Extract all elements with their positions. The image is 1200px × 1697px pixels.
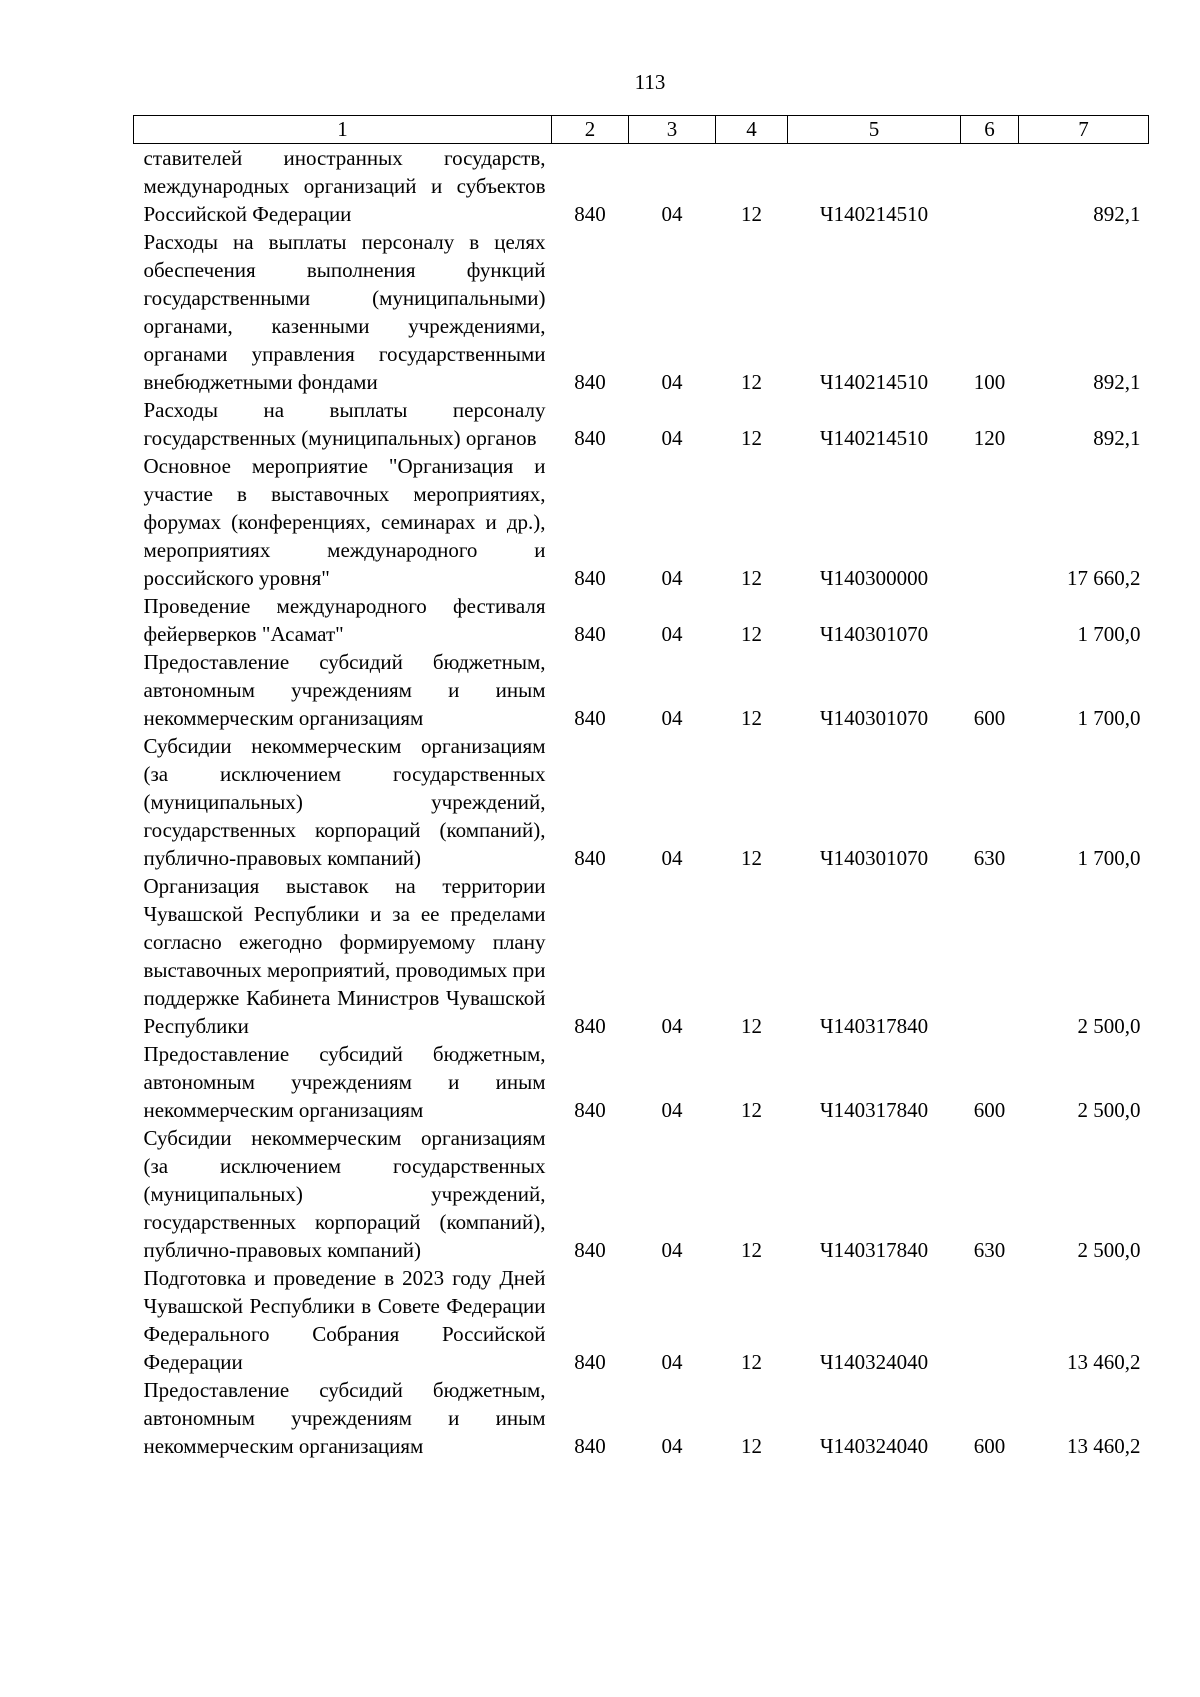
table-header <box>134 116 1149 144</box>
row-subsection-code: 12 <box>741 370 762 394</box>
row-amount: 892,1 <box>1093 202 1141 226</box>
row-target-code: Ч140301070 <box>819 622 929 646</box>
row-section-code: 04 <box>661 1238 683 1262</box>
budget-table <box>133 115 1149 1460</box>
row-section-code: 04 <box>661 1014 683 1038</box>
row-subsection-code: 12 <box>741 426 762 450</box>
row-ministry-code: 840 <box>574 566 606 590</box>
row-expense-type <box>961 452 1019 592</box>
row-subsection-code: 12 <box>741 1350 762 1374</box>
table-row <box>134 592 1149 648</box>
table-row <box>134 1040 1149 1124</box>
row-expense-type: 120 <box>973 426 1006 450</box>
table-body <box>134 144 1149 1461</box>
row-description: Предоставление субсидий бюджетным, автономным учреждениям и иным некоммерческим организациям <box>143 1042 546 1122</box>
row-amount: 1 700,0 <box>1077 846 1141 870</box>
row-section-code: 04 <box>661 566 683 590</box>
table-row <box>134 144 1149 229</box>
row-subsection-code: 12 <box>741 706 762 730</box>
row-subsection-code: 12 <box>741 566 762 590</box>
row-amount: 2 500,0 <box>1077 1014 1141 1038</box>
row-amount: 1 700,0 <box>1077 706 1141 730</box>
row-expense-type <box>961 872 1019 1040</box>
row-ministry-code: 840 <box>574 1350 606 1374</box>
row-ministry-code: 840 <box>574 1014 606 1038</box>
header-col-2: 2 <box>552 116 629 144</box>
row-expense-type: 600 <box>973 1098 1006 1122</box>
row-subsection-code: 12 <box>741 1434 762 1458</box>
row-section-code: 04 <box>661 370 683 394</box>
row-subsection-code: 12 <box>741 846 762 870</box>
row-target-code: Ч140317840 <box>819 1098 929 1122</box>
row-ministry-code: 840 <box>574 706 606 730</box>
row-expense-type <box>961 144 1019 229</box>
header-col-4: 4 <box>716 116 788 144</box>
row-section-code: 04 <box>661 706 683 730</box>
row-expense-type: 630 <box>973 1238 1006 1262</box>
row-target-code: Ч140214510 <box>819 202 929 226</box>
row-subsection-code: 12 <box>741 1098 762 1122</box>
row-ministry-code: 840 <box>574 1098 606 1122</box>
table-row <box>134 396 1149 452</box>
row-section-code: 04 <box>661 202 683 226</box>
header-col-3: 3 <box>629 116 716 144</box>
row-subsection-code: 12 <box>741 1238 762 1262</box>
row-amount: 2 500,0 <box>1077 1238 1141 1262</box>
header-col-1: 1 <box>134 116 552 144</box>
row-subsection-code: 12 <box>741 202 762 226</box>
row-expense-type: 630 <box>973 846 1006 870</box>
row-ministry-code: 840 <box>574 846 606 870</box>
header-row <box>134 116 1149 144</box>
header-col-7: 7 <box>1019 116 1149 144</box>
row-description: Подготовка и проведение в 2023 году Дней Чувашской Республики в Совете Федерации Федерального Собрания Российской Федерации <box>143 1266 546 1374</box>
table-row <box>134 872 1149 1040</box>
table-row <box>134 228 1149 396</box>
row-amount: 2 500,0 <box>1077 1098 1141 1122</box>
row-amount: 13 460,2 <box>1067 1434 1141 1458</box>
table-row <box>134 732 1149 872</box>
row-ministry-code: 840 <box>574 370 606 394</box>
row-expense-type <box>961 1264 1019 1376</box>
row-section-code: 04 <box>661 426 683 450</box>
table-row <box>134 1376 1149 1460</box>
row-section-code: 04 <box>661 622 683 646</box>
row-section-code: 04 <box>661 1434 683 1458</box>
row-amount: 17 660,2 <box>1067 566 1141 590</box>
row-amount: 892,1 <box>1093 426 1141 450</box>
row-description: Расходы на выплаты персоналу государственных (муниципальных) органов <box>143 398 546 450</box>
row-description: Предоставление субсидий бюджетным, автономным учреждениям и иным некоммерческим организациям <box>143 1378 546 1458</box>
row-description: ставителей иностранных государств, международных организаций и субъектов Российской Федерации <box>143 146 546 226</box>
row-section-code: 04 <box>661 1350 683 1374</box>
row-expense-type: 600 <box>973 706 1006 730</box>
row-description: Субсидии некоммерческим организациям (за исключением государственных (муниципальных) учреждений, государственных корпораций (компаний), публично-правовых компаний) <box>143 1126 546 1262</box>
header-col-6: 6 <box>961 116 1019 144</box>
table-row <box>134 1124 1149 1264</box>
row-target-code: Ч140324040 <box>819 1350 929 1374</box>
row-expense-type: 600 <box>973 1434 1006 1458</box>
row-section-code: 04 <box>661 1098 683 1122</box>
table-row <box>134 648 1149 732</box>
row-description: Основное мероприятие "Организация и участие в выставочных мероприятиях, форумах (конференциях, семинарах и др.), мероприятиях международного и российского уровня" <box>143 454 546 590</box>
row-ministry-code: 840 <box>574 622 606 646</box>
row-target-code: Ч140300000 <box>819 566 929 590</box>
table-row <box>134 1264 1149 1376</box>
row-description: Субсидии некоммерческим организациям (за исключением государственных (муниципальных) учреждений, государственных корпораций (компаний), публично-правовых компаний) <box>143 734 546 870</box>
row-expense-type <box>961 592 1019 648</box>
row-target-code: Ч140301070 <box>819 846 929 870</box>
row-subsection-code: 12 <box>741 622 762 646</box>
row-amount: 1 700,0 <box>1077 622 1141 646</box>
row-ministry-code: 840 <box>574 1434 606 1458</box>
row-target-code: Ч140317840 <box>819 1014 929 1038</box>
row-description: Предоставление субсидий бюджетным, автономным учреждениям и иным некоммерческим организациям <box>143 650 546 730</box>
row-target-code: Ч140214510 <box>819 370 929 394</box>
row-amount: 13 460,2 <box>1067 1350 1141 1374</box>
row-ministry-code: 840 <box>574 426 606 450</box>
row-target-code: Ч140301070 <box>819 706 929 730</box>
row-target-code: Ч140324040 <box>819 1434 929 1458</box>
row-target-code: Ч140317840 <box>819 1238 929 1262</box>
header-col-5: 5 <box>788 116 961 144</box>
row-section-code: 04 <box>661 846 683 870</box>
row-description: Расходы на выплаты персоналу в целях обеспечения выполнения функций государственными (муниципальными) органами, казенными учреждениями, органами управления государственными внебюджетными фондами <box>143 230 546 394</box>
row-description: Организация выставок на территории Чувашской Республики и за ее пределами согласно ежегодно формируемому плану выставочных мероприятий, проводимых при поддержке Кабинета Министров Чувашской Республики <box>143 874 546 1038</box>
row-subsection-code: 12 <box>741 1014 762 1038</box>
row-target-code: Ч140214510 <box>819 426 929 450</box>
page-number: 113 <box>634 70 666 94</box>
row-amount: 892,1 <box>1093 370 1141 394</box>
row-expense-type: 100 <box>973 370 1006 394</box>
row-ministry-code: 840 <box>574 202 606 226</box>
row-ministry-code: 840 <box>574 1238 606 1262</box>
table-row <box>134 452 1149 592</box>
row-description: Проведение международного фестиваля фейерверков "Асамат" <box>143 594 546 646</box>
